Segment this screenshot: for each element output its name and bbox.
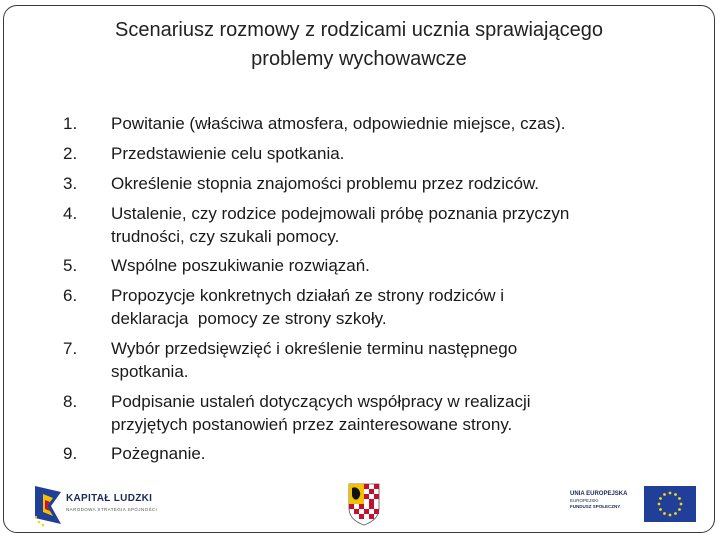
list-item-line: Podpisanie ustaleń dotyczących współpracy w realizacji — [111, 392, 531, 411]
title-line-2: problemy wychowawcze — [251, 48, 467, 70]
list-item-line: Wybór przedsięwzięć i określenie terminu następnego — [111, 339, 518, 358]
footer-logos — [4, 476, 715, 533]
list-item-line: przyjętych postanowień przez zainteresowane strony. — [111, 415, 513, 434]
list-item-line: Pożegnanie. — [111, 444, 206, 463]
list-item-number: 9. — [63, 444, 78, 463]
list-item-text — [111, 442, 671, 465]
title-line-1: Scenariusz rozmowy z rodzicami ucznia sprawiającego — [115, 19, 603, 41]
list-item-number: 3. — [63, 174, 78, 193]
kapital-ludzki-name: KAPITAŁ LUDZKI — [66, 493, 153, 504]
list-item-text — [111, 202, 671, 248]
list-item-text — [111, 254, 671, 277]
list-item-line: Ustalenie, czy rodzice podejmowali próbę poznania przyczyn — [111, 204, 570, 223]
list-item-line: spotkania. — [111, 362, 189, 381]
list-item-number: 8. — [63, 392, 78, 411]
eu-flag-icon — [644, 486, 696, 522]
list-item-number: 2. — [63, 144, 78, 163]
list-item-text — [111, 284, 671, 330]
list-item-line: trudności, czy szukali pomocy. — [111, 227, 340, 246]
list-item-number: 6. — [63, 286, 78, 305]
list-item-number: 4. — [63, 204, 78, 223]
eu-line-3: FUNDUSZ SPOŁECZNY — [570, 504, 621, 509]
list-item-line: Powitanie (właściwa atmosfera, odpowiednie miejsce, czas). — [111, 114, 566, 133]
list-item-text — [111, 142, 671, 165]
slide — [3, 5, 715, 533]
list-item-text — [111, 112, 671, 135]
eu-label — [570, 490, 644, 510]
list-item-line: Wspólne poszukiwanie rozwiązań. — [111, 256, 370, 275]
eu-line-1: UNIA EUROPEJSKA — [570, 491, 628, 497]
list-item-number: 1. — [63, 114, 78, 133]
list-item-line: Propozycje konkretnych działań ze strony rodziców i — [111, 286, 505, 305]
coat-of-arms-icon — [347, 482, 381, 526]
kapital-ludzki-logo-icon — [33, 484, 65, 528]
list-item-text — [111, 390, 671, 436]
list-item-line: Przedstawienie celu spotkania. — [111, 144, 345, 163]
list-item-text — [111, 172, 671, 195]
list-item-line: deklaracja pomocy ze strony szkoły. — [111, 309, 387, 328]
list-item-number: 7. — [63, 339, 78, 358]
eu-line-2: EUROPEJSKI — [570, 498, 599, 503]
list-item-number: 5. — [63, 256, 78, 275]
slide-title — [4, 16, 714, 74]
list-item-text — [111, 337, 671, 383]
list-item-line: Określenie stopnia znajomości problemu przez rodziców. — [111, 174, 540, 193]
kapital-ludzki-subtitle: NARODOWA STRATEGIA SPÓJNOŚCI — [66, 507, 158, 512]
